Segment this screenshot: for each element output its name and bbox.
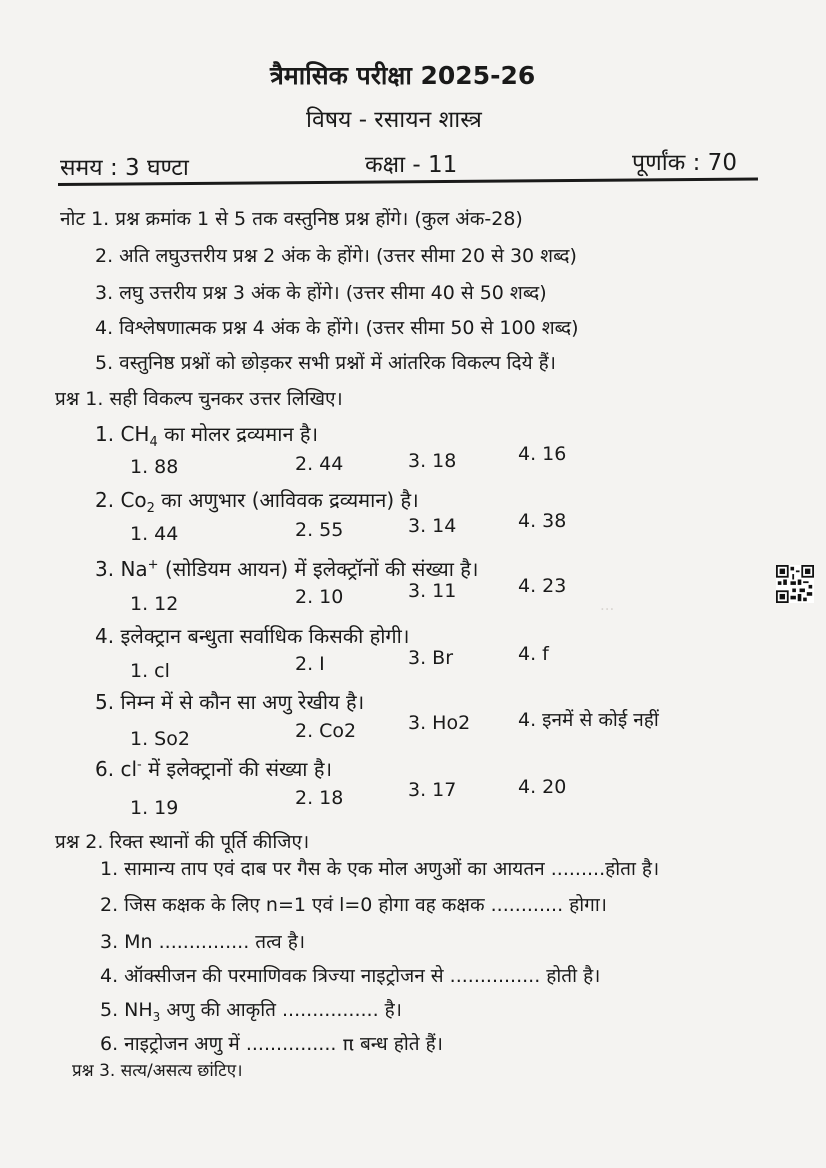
mcq-option: 3. Ho2: [408, 712, 471, 734]
mcq-option: 4. 38: [518, 510, 567, 532]
mcq-option: 2. 44: [295, 453, 344, 475]
mcq-option: 1. 12: [130, 593, 179, 615]
fill-blank-item: 1. सामान्य ताप एवं दाब पर गैस के एक मोल अणुओं का आयतन .........होता है।: [100, 858, 660, 880]
time-label: समय : 3 घण्टा: [60, 155, 189, 181]
mcq-question: 1. $CH_4$ का मोलर द्रव्यमान है।: [95, 422, 319, 450]
question-1-heading: प्रश्न 1. सही विकल्प चुनकर उत्तर लिखिए।: [55, 388, 343, 410]
mcq-option: 4. 23: [518, 575, 567, 597]
max-marks-label: पूर्णांक : 70: [632, 150, 737, 176]
note-line: 2. अति लघुउत्तरीय प्रश्न 2 अंक के होंगे। (उत्तर सीमा 20 से 30 शब्द): [95, 245, 577, 267]
note-line: नोट 1. प्रश्न क्रमांक 1 से 5 तक वस्तुनिष्ठ प्रश्न होंगे। (कुल अंक-28): [60, 208, 523, 230]
note-line: 3. लघु उत्तरीय प्रश्न 3 अंक के होंगे। (उत्तर सीमा 40 से 50 शब्द): [95, 282, 547, 304]
mcq-option: 3. 14: [408, 515, 457, 537]
mcq-option: 4. 20: [518, 776, 567, 798]
mcq-option: 3. 18: [408, 450, 457, 472]
fill-blank-item: 6. नाइट्रोजन अणु में ............... π बन्ध होते हैं।: [100, 1033, 443, 1055]
mcq-option: 2. 55: [295, 519, 344, 541]
mcq-option: 2. 18: [295, 787, 344, 809]
mcq-option: 1. cl: [130, 660, 170, 682]
mcq-option: 1. 44: [130, 523, 179, 545]
mcq-option: 2. Co2: [295, 720, 357, 742]
mcq-option: 1. 19: [130, 797, 179, 819]
fill-blank-item: 3. Mn ............... तत्व है।: [100, 931, 306, 953]
mcq-option: 4. f: [518, 643, 549, 665]
class-label: कक्षा - 11: [365, 152, 458, 178]
mcq-question: 5. निम्न में से कौन सा अणु रेखीय है।: [95, 690, 365, 714]
question-3-heading: प्रश्न 3. सत्य/असत्य छांटिए।: [72, 1061, 243, 1081]
mcq-question: 4. इलेक्ट्रान बन्धुता सर्वाधिक किसकी होगी।: [95, 624, 410, 648]
mcq-option: 2. I: [295, 653, 325, 675]
mcq-option: 1. 88: [130, 456, 179, 478]
note-line: 4. विश्लेषणात्मक प्रश्न 4 अंक के होंगे। (उत्तर सीमा 50 से 100 शब्द): [95, 317, 579, 339]
mcq-option: 3. Br: [408, 647, 454, 669]
mcq-option: 2. 10: [295, 586, 344, 608]
mcq-question: 6. cl- में इलेक्ट्रानों की संख्या है।: [95, 757, 333, 781]
question-2-heading: प्रश्न 2. रिक्त स्थानों की पूर्ति कीजिए।: [55, 831, 310, 853]
note-line: 5. वस्तुनिष्ठ प्रश्नों को छोड़कर सभी प्रश्नों में आंतरिक विकल्प दिये हैं।: [95, 352, 556, 374]
mcq-option: 4. इनमें से कोई नहीं: [518, 709, 659, 731]
mcq-option: 3. 17: [408, 779, 457, 801]
exam-title: त्रैमासिक परीक्षा 2025-26: [270, 61, 536, 90]
bleed-through-text: ...: [600, 596, 615, 614]
mcq-question: 3. Na+ (सोडियम आयन) में इलेक्ट्रॉनों की संख्या है।: [95, 557, 479, 581]
fill-blank-item: 4. ऑक्सीजन की परमाणिवक त्रिज्या नाइट्रोजन से ............... होती है।: [100, 965, 601, 987]
mcq-option: 1. So2: [130, 728, 190, 750]
qr-code-icon: [776, 564, 814, 604]
mcq-question: 2. $Co_2$ का अणुभार (आविवक द्रव्यमान) है।: [95, 488, 419, 516]
mcq-option: 3. 11: [408, 580, 457, 602]
fill-blank-item: 5. $NH_3$ अणु की आकृति ................ है।: [100, 999, 402, 1024]
mcq-option: 4. 16: [518, 443, 567, 465]
fill-blank-item: 2. जिस कक्षक के लिए n=1 एवं l=0 होगा वह कक्षक ............ होगा।: [100, 894, 607, 916]
subject-line: विषय - रसायन शास्त्र: [306, 107, 482, 133]
